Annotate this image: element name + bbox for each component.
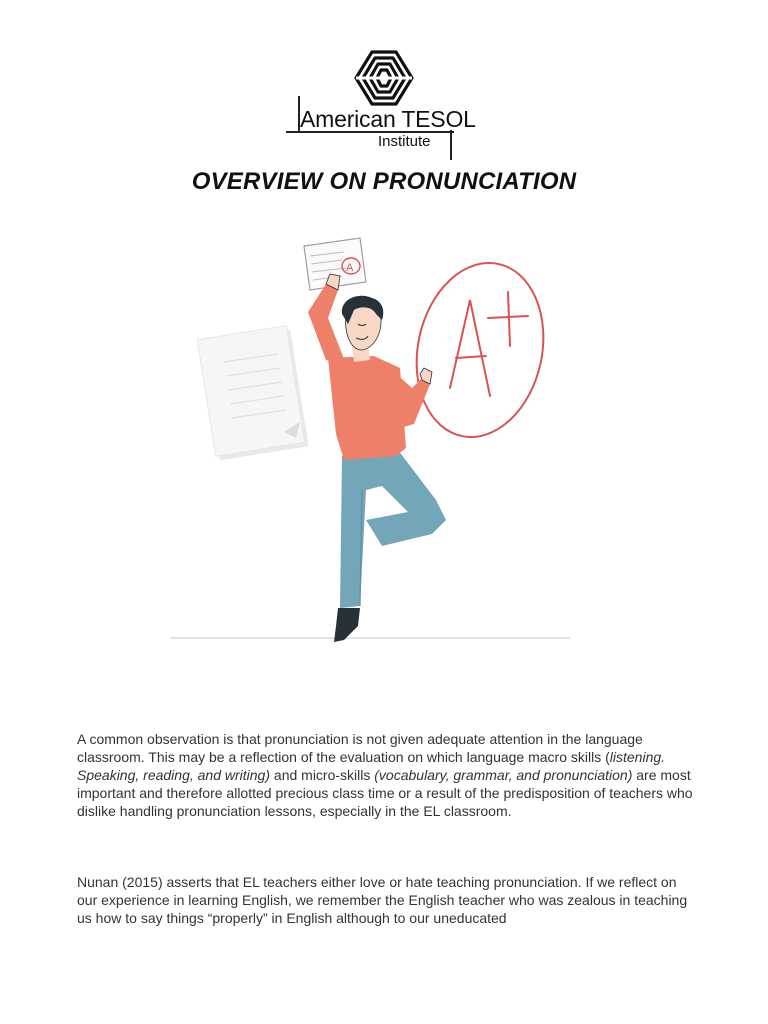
document-title: OVERVIEW ON PRONUNCIATION <box>191 168 577 195</box>
paper-stack-icon <box>197 326 308 461</box>
student-celebrating-illustration <box>160 228 580 658</box>
pants <box>340 450 446 608</box>
tesol-emblem-icon <box>350 48 416 108</box>
logo-name: American TESOL <box>300 106 476 132</box>
nunan-paragraph: Nunan (2015) asserts that EL teachers either love or hate teaching pronunciation. If we reflect on our experience in learning English, we remember the English teacher who was zealous in teaching us how to say things “properly” in English although to our uneducated <box>77 874 688 926</box>
logo-rule <box>450 130 452 160</box>
paper-grade-label: A <box>346 262 354 274</box>
raised-arm <box>308 284 346 364</box>
logo-subtitle: Institute <box>378 133 431 150</box>
sweater <box>328 356 406 460</box>
intro-paragraph: A common observation is that pronunciation is not given adequate attention in the language classroom. This may be a reflection of the evaluation on which language macro skills (listening. Speaking, reading, and writing) and micro-skills (vocabulary, grammar, and pronunciation) are most important and therefore allotted precious class time or a result of the predisposition of teachers who dislike handling pronunciation lessons, especially in the EL classroom. <box>77 731 693 819</box>
shoe <box>334 608 360 642</box>
a-plus-grade-icon <box>401 251 559 449</box>
institute-logo <box>286 48 486 160</box>
